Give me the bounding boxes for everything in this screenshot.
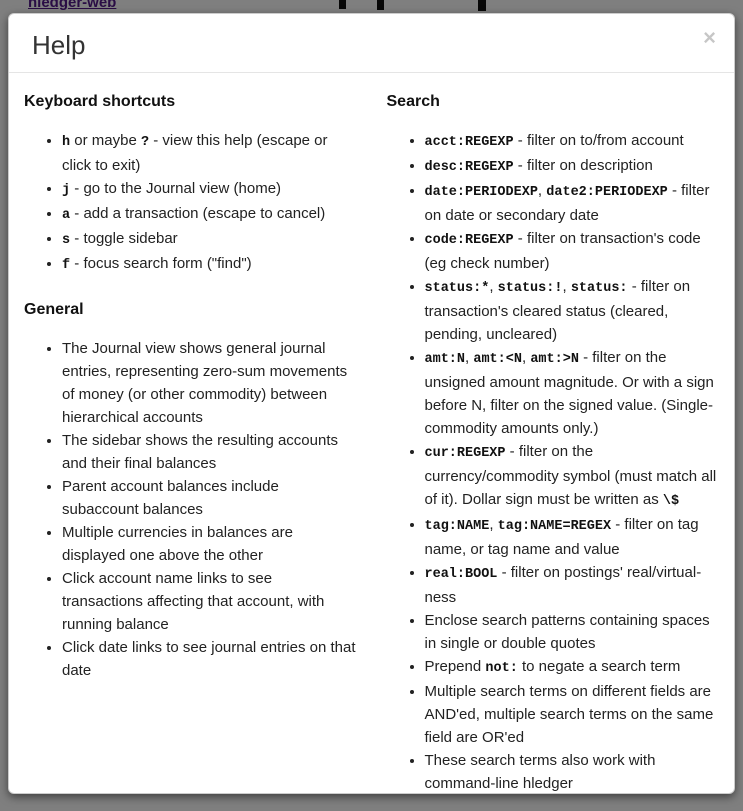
help-list-item: • Click account name links to see transactions affecting that account, with running balance <box>62 567 357 636</box>
help-list <box>24 337 357 682</box>
help-list <box>387 129 720 795</box>
code-term: desc:REGEXP <box>424 160 514 175</box>
code-term: acct:REGEXP <box>424 135 514 150</box>
help-list-item: • date:PERIODEXP, date2:PERIODEXP - filter on date or secondary date <box>425 179 720 227</box>
modal-body <box>9 73 734 811</box>
help-list-item: • These search terms also work with command-line hledger <box>425 749 720 795</box>
code-term: status:! <box>497 281 563 296</box>
code-term: tag:NAME <box>424 519 490 534</box>
help-list-item: • h or maybe ? - view this help (escape or click to exit) <box>62 129 357 177</box>
help-list-item: • Multiple currencies in balances are displayed one above the other <box>62 521 357 567</box>
code-term: h <box>62 135 71 150</box>
help-list-item: • desc:REGEXP - filter on description <box>425 154 720 179</box>
help-list-item: • status:*, status:!, status: - filter on transaction's cleared status (cleared, pending, uncleared) <box>425 275 720 346</box>
help-list-item: • Prepend not: to negate a search term <box>425 655 720 680</box>
help-list-item: • real:BOOL - filter on postings' real/virtual-ness <box>425 561 720 609</box>
help-list-item: • The Journal view shows general journal entries, representing zero-sum movements of money (or other commodity) between hierarchical accounts <box>62 337 357 429</box>
section-heading: Search <box>386 93 440 110</box>
code-term: s <box>62 233 71 248</box>
help-list-item: • Multiple search terms on different fields are AND'ed, multiple search terms on the same field are OR'ed <box>425 680 720 749</box>
code-term: tag:NAME=REGEX <box>497 519 612 534</box>
help-list <box>24 129 357 277</box>
help-list-item: • acct:REGEXP - filter on to/from account <box>425 129 720 154</box>
section-heading: Keyboard shortcuts <box>24 93 176 110</box>
code-term: code:REGEXP <box>424 233 514 248</box>
section-heading: General <box>24 301 84 318</box>
code-term: cur:REGEXP <box>424 446 506 461</box>
help-list-item: • s - toggle sidebar <box>62 227 357 252</box>
help-list-item: • tag:NAME, tag:NAME=REGEX - filter on tag name, or tag name and value <box>425 513 720 561</box>
help-list-item: • The sidebar shows the resulting accounts and their final balances <box>62 429 357 475</box>
help-list-item: • Enclose search patterns containing spaces in single or double quotes <box>425 609 720 655</box>
code-term: j <box>62 183 71 198</box>
code-term: date2:PERIODEXP <box>546 185 668 200</box>
code-term: a <box>62 208 71 223</box>
code-term: f <box>62 258 71 273</box>
help-list-item: • Click date links to see journal entries on that date <box>62 636 357 682</box>
right-column <box>387 91 720 805</box>
help-modal <box>8 13 735 794</box>
code-term: amt:>N <box>530 352 579 367</box>
code-term: amt:<N <box>473 352 522 367</box>
help-list-item: • Parent account balances include subaccount balances <box>62 475 357 521</box>
help-list-item: • j - go to the Journal view (home) <box>62 177 357 202</box>
code-term: \$ <box>662 494 680 509</box>
help-list-item: • amt:N, amt:<N, amt:>N - filter on the unsigned amount magnitude. Or with a sign before N, filter on the signed value. (Single-commodity amounts only.) <box>425 346 720 440</box>
code-term: date:PERIODEXP <box>424 185 538 200</box>
close-icon[interactable]: × <box>703 25 716 50</box>
code-term: amt:N <box>424 352 466 367</box>
help-list-item: • code:REGEXP - filter on transaction's code (eg check number) <box>425 227 720 275</box>
code-term: ? <box>140 135 150 150</box>
help-list-item: • cur:REGEXP - filter on the currency/commodity symbol (must match all of it). Dollar sign must be written as \$ <box>425 440 720 513</box>
code-term: status:* <box>424 281 490 296</box>
modal-title: Help <box>32 30 86 60</box>
left-column <box>24 91 357 805</box>
code-term: real:BOOL <box>424 567 498 582</box>
code-term: not: <box>485 661 518 676</box>
code-term: status: <box>570 281 628 296</box>
modal-header <box>9 14 734 73</box>
help-list-item: • f - focus search form ("find") <box>62 252 357 277</box>
help-list-item: • a - add a transaction (escape to cancel) <box>62 202 357 227</box>
